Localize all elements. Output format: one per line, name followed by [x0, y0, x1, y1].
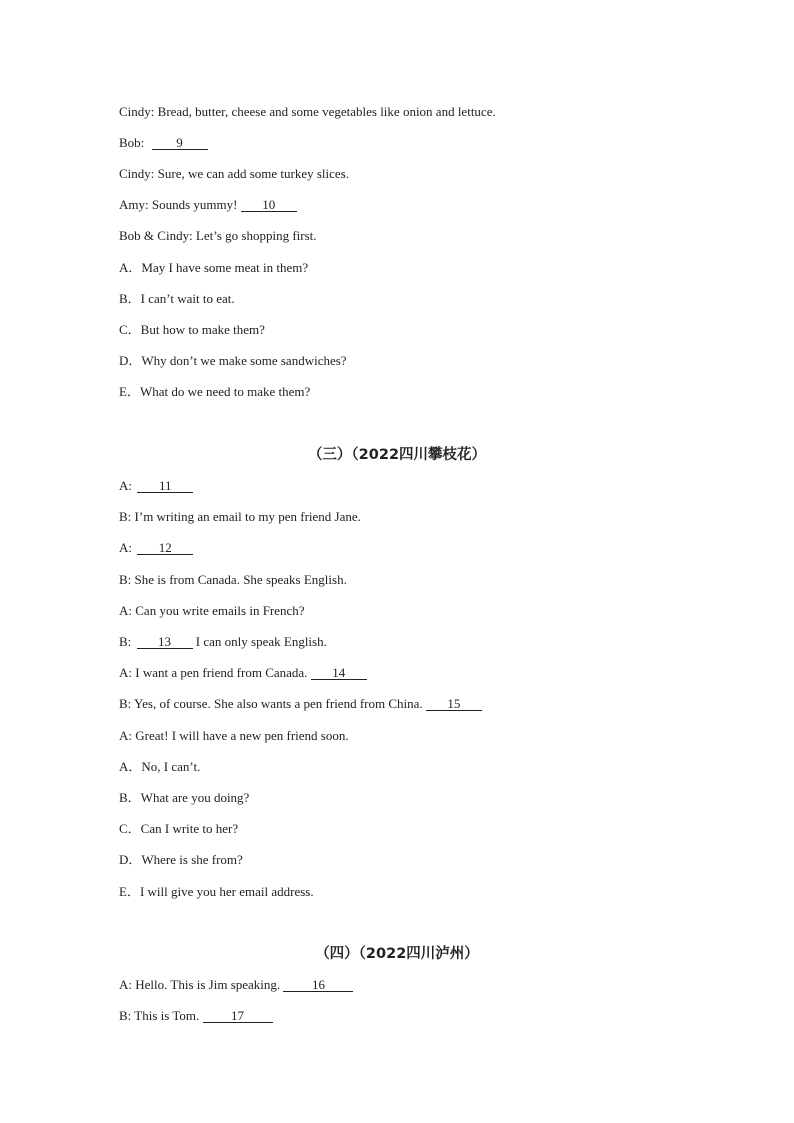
answer-blank-17[interactable]: 17 — [203, 1009, 273, 1023]
line-prefix: Bob: — [119, 135, 148, 150]
answer-blank-16[interactable]: 16 — [283, 978, 353, 992]
dialogue-line — [119, 135, 208, 151]
option-c: C．Can I write to her? — [119, 821, 239, 836]
dialogue-line: B: I’m writing an email to my pen friend Jane. — [119, 509, 361, 524]
line-prefix: Amy: Sounds yummy! — [119, 197, 241, 212]
option-a: A．No, I can’t. — [119, 759, 201, 774]
option-e: E．I will give you her email address. — [119, 884, 314, 899]
answer-blank-10[interactable]: 10 — [241, 198, 297, 212]
dialogue-line — [119, 540, 193, 556]
dialogue-line: A: Can you write emails in French? — [119, 603, 305, 618]
dialogue-line: Cindy: Sure, we can add some turkey slices. — [119, 166, 349, 181]
line-prefix: B: — [119, 634, 135, 649]
line-prefix: A: — [119, 540, 136, 555]
section-title: （三）（2022四川攀枝花） — [307, 447, 487, 463]
dialogue-line — [119, 696, 482, 712]
dialogue-line — [119, 1008, 273, 1024]
line-suffix: I can only speak English. — [192, 634, 327, 649]
option-d: D．Why don’t we make some sandwiches? — [119, 353, 347, 368]
dialogue-line — [119, 197, 297, 213]
dialogue-line — [119, 634, 327, 650]
line-prefix: A: Hello. This is Jim speaking. — [119, 977, 284, 992]
line-prefix: B: This is Tom. — [119, 1008, 203, 1023]
answer-blank-12[interactable]: 12 — [137, 541, 193, 555]
dialogue-line — [119, 665, 367, 681]
answer-blank-14[interactable]: 14 — [311, 666, 367, 680]
dialogue-line — [119, 478, 193, 494]
line-prefix: A: I want a pen friend from Canada. — [119, 665, 311, 680]
option-d: D．Where is she from? — [119, 852, 243, 867]
option-c: C．But how to make them? — [119, 322, 265, 337]
answer-blank-13[interactable]: 13 — [137, 635, 193, 649]
option-b: B．What are you doing? — [119, 790, 250, 805]
dialogue-line: A: Great! I will have a new pen friend soon. — [119, 728, 349, 743]
option-b: B．I can’t wait to eat. — [119, 291, 235, 306]
dialogue-line: B: She is from Canada. She speaks English. — [119, 572, 347, 587]
line-prefix: A: — [119, 478, 136, 493]
answer-blank-11[interactable]: 11 — [137, 479, 193, 493]
option-a: A．May I have some meat in them? — [119, 260, 309, 275]
line-prefix: B: Yes, of course. She also wants a pen friend from China. — [119, 696, 426, 711]
dialogue-line — [119, 977, 353, 993]
answer-blank-15[interactable]: 15 — [426, 697, 482, 711]
dialogue-line: Bob & Cindy: Let’s go shopping first. — [119, 228, 317, 243]
option-e: E．What do we need to make them? — [119, 384, 311, 399]
section-title: （四）（2022四川泸州） — [315, 946, 479, 962]
dialogue-line: Cindy: Bread, butter, cheese and some vegetables like onion and lettuce. — [119, 104, 496, 119]
answer-blank-9[interactable]: 9 — [152, 136, 208, 150]
